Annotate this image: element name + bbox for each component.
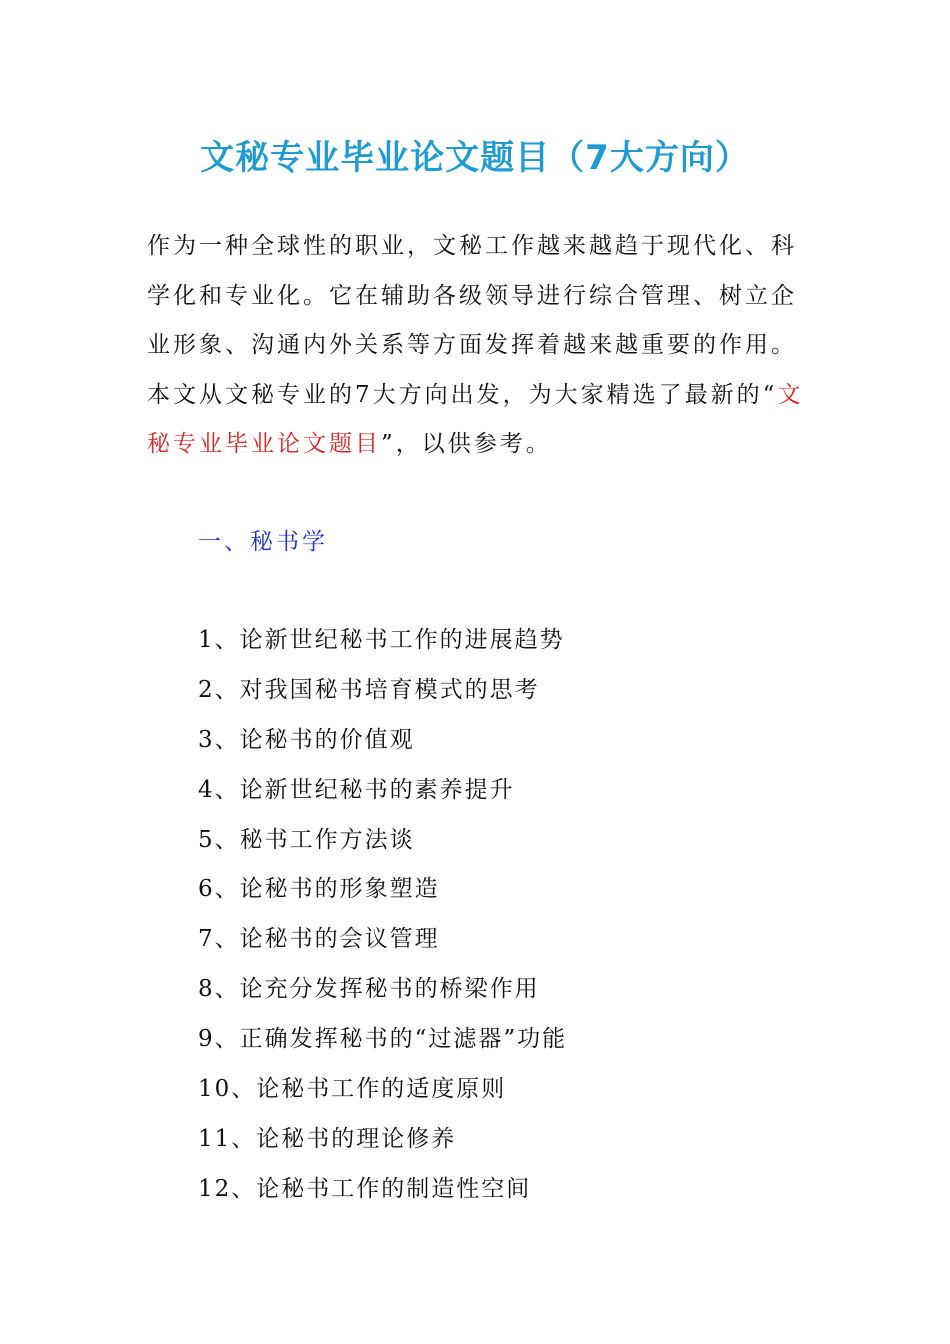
list-item: 9、正确发挥秘书的“过滤器”功能: [198, 1026, 568, 1053]
list-item: 11、论秘书的理论修养: [198, 1125, 457, 1152]
list-item: 12、论秘书工作的制造性空间: [198, 1175, 532, 1202]
topic-list: [198, 618, 567, 1217]
list-item: 3、论秘书的价值观: [198, 726, 415, 753]
section-heading: 一、秘书学: [198, 529, 328, 555]
list-item: 8、论充分发挥秘书的桥梁作用: [198, 976, 540, 1003]
intro-text-end: ”，以供参考。: [381, 431, 552, 458]
list-item: 5、秘书工作方法谈: [198, 826, 415, 853]
document-title: 文秘专业毕业论文题目（7大方向）: [200, 138, 750, 178]
list-item: 2、对我国秘书培育模式的思考: [198, 676, 540, 703]
intro-text: 作为一种全球性的职业，文秘工作越来越趋于现代化、科学化和专业化。它在辅助各级领导进行综合管理、树立企业形象、沟通内外关系等方面发挥着越来越重要的作用。本文从文秘专业的7大方向出发，为大家精选了最新的“: [147, 233, 797, 408]
list-item: 7、论秘书的会议管理: [198, 926, 440, 953]
list-item: 1、论新世纪秘书工作的进展趋势: [198, 627, 565, 653]
list-item: 6、论秘书的形象塑造: [198, 876, 440, 903]
intro-highlight: 文秘专业毕业论文题目: [147, 381, 804, 458]
list-item: 10、论秘书工作的适度原则: [198, 1076, 507, 1103]
intro-paragraph: [147, 222, 813, 470]
list-item: 4、论新世纪秘书的素养提升: [198, 776, 515, 803]
